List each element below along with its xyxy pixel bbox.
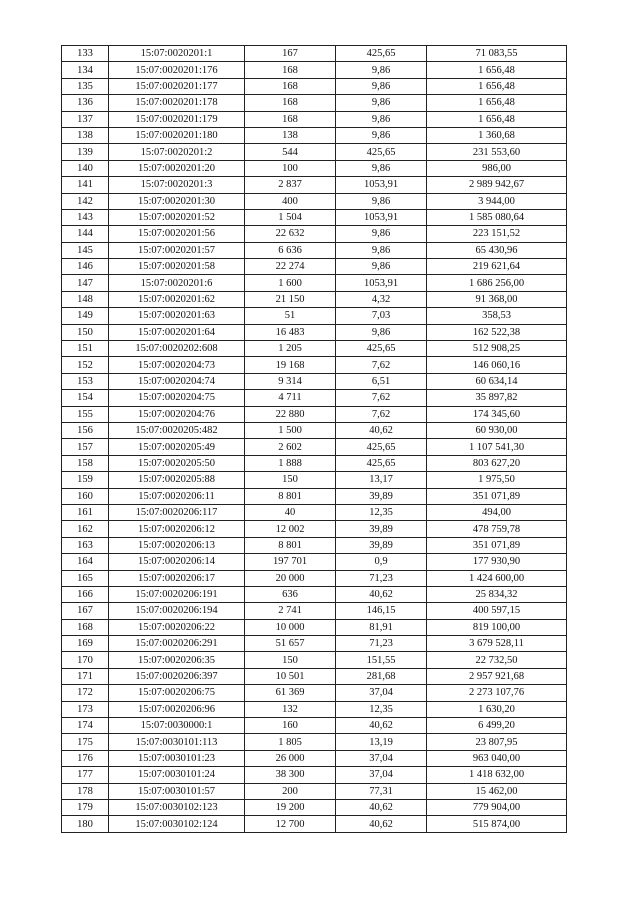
area-cell: 2 602: [245, 439, 336, 455]
specific-value-cell: 37,04: [336, 767, 427, 783]
cadastral-value-cell: 351 071,89: [427, 537, 567, 553]
area-cell: 19 200: [245, 799, 336, 815]
cadastral-number-cell: 15:07:0020206:22: [109, 619, 245, 635]
specific-value-cell: 39,89: [336, 537, 427, 553]
area-cell: 150: [245, 472, 336, 488]
table-row: [62, 291, 567, 307]
cadastral-value-cell: 1 630,20: [427, 701, 567, 717]
table-row: [62, 504, 567, 520]
cadastral-number-cell: 15:07:0020201:63: [109, 308, 245, 324]
specific-value-cell: 71,23: [336, 570, 427, 586]
cadastral-value-cell: 819 100,00: [427, 619, 567, 635]
cadastral-number-cell: 15:07:0030101:24: [109, 767, 245, 783]
table-row: [62, 242, 567, 258]
cadastral-number-cell: 15:07:0020201:6: [109, 275, 245, 291]
area-cell: 12 002: [245, 521, 336, 537]
area-cell: 132: [245, 701, 336, 717]
cadastral-value-cell: 60 930,00: [427, 422, 567, 438]
area-cell: 16 483: [245, 324, 336, 340]
cadastral-value-cell: 60 634,14: [427, 373, 567, 389]
cadastral-number-cell: 15:07:0020204:75: [109, 390, 245, 406]
row-number-cell: 156: [62, 422, 109, 438]
specific-value-cell: 13,17: [336, 472, 427, 488]
cadastral-number-cell: 15:07:0030102:124: [109, 816, 245, 832]
specific-value-cell: 9,86: [336, 62, 427, 78]
cadastral-number-cell: 15:07:0020201:62: [109, 291, 245, 307]
cadastral-number-cell: 15:07:0020205:50: [109, 455, 245, 471]
cadastral-value-cell: 986,00: [427, 160, 567, 176]
table-row: [62, 619, 567, 635]
row-number-cell: 147: [62, 275, 109, 291]
specific-value-cell: 37,04: [336, 685, 427, 701]
cadastral-number-cell: 15:07:0020204:74: [109, 373, 245, 389]
area-cell: 150: [245, 652, 336, 668]
specific-value-cell: 281,68: [336, 668, 427, 684]
table-row: [62, 62, 567, 78]
specific-value-cell: 146,15: [336, 603, 427, 619]
specific-value-cell: 7,62: [336, 390, 427, 406]
cadastral-number-cell: 15:07:0020201:1: [109, 46, 245, 62]
cadastral-number-cell: 15:07:0020206:17: [109, 570, 245, 586]
cadastral-value-cell: 1 656,48: [427, 62, 567, 78]
specific-value-cell: 9,86: [336, 259, 427, 275]
cadastral-number-cell: 15:07:0020206:12: [109, 521, 245, 537]
cadastral-value-cell: 22 732,50: [427, 652, 567, 668]
area-cell: 1 205: [245, 341, 336, 357]
row-number-cell: 176: [62, 750, 109, 766]
area-cell: 12 700: [245, 816, 336, 832]
specific-value-cell: 9,86: [336, 127, 427, 143]
specific-value-cell: 37,04: [336, 750, 427, 766]
table-row: [62, 636, 567, 652]
table-row: [62, 160, 567, 176]
area-cell: 200: [245, 783, 336, 799]
area-cell: 168: [245, 78, 336, 94]
specific-value-cell: 7,62: [336, 357, 427, 373]
cadastral-number-cell: 15:07:0020202:608: [109, 341, 245, 357]
table-row: [62, 439, 567, 455]
cadastral-number-cell: 15:07:0020201:64: [109, 324, 245, 340]
table-row: [62, 652, 567, 668]
cadastral-value-cell: 6 499,20: [427, 718, 567, 734]
area-cell: 20 000: [245, 570, 336, 586]
cadastral-number-cell: 15:07:0020201:3: [109, 177, 245, 193]
row-number-cell: 171: [62, 668, 109, 684]
cadastral-number-cell: 15:07:0020206:291: [109, 636, 245, 652]
row-number-cell: 180: [62, 816, 109, 832]
table-row: [62, 455, 567, 471]
table-row: [62, 767, 567, 783]
cadastral-value-cell: 25 834,32: [427, 586, 567, 602]
table-row: [62, 668, 567, 684]
cadastral-value-cell: 1 656,48: [427, 111, 567, 127]
specific-value-cell: 9,86: [336, 78, 427, 94]
area-cell: 21 150: [245, 291, 336, 307]
cadastral-value-cell: 223 151,52: [427, 226, 567, 242]
area-cell: 10 000: [245, 619, 336, 635]
table-row: [62, 341, 567, 357]
table-row: [62, 422, 567, 438]
table-row: [62, 718, 567, 734]
table-row: [62, 472, 567, 488]
cadastral-value-cell: 35 897,82: [427, 390, 567, 406]
cadastral-value-cell: 219 621,64: [427, 259, 567, 275]
cadastral-value-cell: 146 060,16: [427, 357, 567, 373]
table-row: [62, 537, 567, 553]
table-row: [62, 193, 567, 209]
cadastral-number-cell: 15:07:0020204:73: [109, 357, 245, 373]
specific-value-cell: 425,65: [336, 46, 427, 62]
row-number-cell: 141: [62, 177, 109, 193]
cadastral-number-cell: 15:07:0020201:180: [109, 127, 245, 143]
row-number-cell: 145: [62, 242, 109, 258]
specific-value-cell: 9,86: [336, 193, 427, 209]
row-number-cell: 174: [62, 718, 109, 734]
table-row: [62, 570, 567, 586]
cadastral-value-cell: 1 656,48: [427, 78, 567, 94]
row-number-cell: 164: [62, 554, 109, 570]
table-row: [62, 799, 567, 815]
specific-value-cell: 9,86: [336, 111, 427, 127]
area-cell: 1 888: [245, 455, 336, 471]
table-row: [62, 586, 567, 602]
area-cell: 1 600: [245, 275, 336, 291]
cadastral-number-cell: 15:07:0020201:178: [109, 95, 245, 111]
table-row: [62, 390, 567, 406]
table-row: [62, 78, 567, 94]
specific-value-cell: 1053,91: [336, 209, 427, 225]
row-number-cell: 178: [62, 783, 109, 799]
row-number-cell: 163: [62, 537, 109, 553]
cadastral-value-cell: 65 430,96: [427, 242, 567, 258]
cadastral-value-cell: 512 908,25: [427, 341, 567, 357]
cadastral-number-cell: 15:07:0020206:117: [109, 504, 245, 520]
table-row: [62, 127, 567, 143]
cadastral-value-cell: 803 627,20: [427, 455, 567, 471]
table-row: [62, 554, 567, 570]
row-number-cell: 152: [62, 357, 109, 373]
cadastral-number-cell: 15:07:0020204:76: [109, 406, 245, 422]
table-row: [62, 603, 567, 619]
cadastral-number-cell: 15:07:0020201:177: [109, 78, 245, 94]
specific-value-cell: 1053,91: [336, 177, 427, 193]
specific-value-cell: 40,62: [336, 422, 427, 438]
area-cell: 22 632: [245, 226, 336, 242]
table-row: [62, 816, 567, 832]
cadastral-number-cell: 15:07:0030102:123: [109, 799, 245, 815]
area-cell: 9 314: [245, 373, 336, 389]
cadastral-value-cell: 71 083,55: [427, 46, 567, 62]
specific-value-cell: 40,62: [336, 799, 427, 815]
row-number-cell: 158: [62, 455, 109, 471]
cadastral-number-cell: 15:07:0030101:113: [109, 734, 245, 750]
specific-value-cell: 81,91: [336, 619, 427, 635]
table-row: [62, 144, 567, 160]
area-cell: 544: [245, 144, 336, 160]
row-number-cell: 168: [62, 619, 109, 635]
area-cell: 1 504: [245, 209, 336, 225]
cadastral-value-cell: 231 553,60: [427, 144, 567, 160]
row-number-cell: 170: [62, 652, 109, 668]
cadastral-value-cell: 162 522,38: [427, 324, 567, 340]
cadastral-value-cell: 91 368,00: [427, 291, 567, 307]
specific-value-cell: 9,86: [336, 242, 427, 258]
cadastral-value-cell: 3 944,00: [427, 193, 567, 209]
cadastral-number-cell: 15:07:0020201:57: [109, 242, 245, 258]
cadastral-value-cell: 23 807,95: [427, 734, 567, 750]
area-cell: 2 837: [245, 177, 336, 193]
table-row: [62, 177, 567, 193]
cadastral-number-cell: 15:07:0020201:176: [109, 62, 245, 78]
cadastral-number-cell: 15:07:0030000:1: [109, 718, 245, 734]
table-row: [62, 259, 567, 275]
table-row: [62, 357, 567, 373]
cadastral-number-cell: 15:07:0020201:30: [109, 193, 245, 209]
row-number-cell: 133: [62, 46, 109, 62]
table-row: [62, 111, 567, 127]
area-cell: 168: [245, 111, 336, 127]
cadastral-number-cell: 15:07:0020206:96: [109, 701, 245, 717]
row-number-cell: 149: [62, 308, 109, 324]
row-number-cell: 161: [62, 504, 109, 520]
row-number-cell: 173: [62, 701, 109, 717]
area-cell: 22 880: [245, 406, 336, 422]
table-row: [62, 226, 567, 242]
row-number-cell: 162: [62, 521, 109, 537]
cadastral-value-cell: 1 656,48: [427, 95, 567, 111]
cadastral-value-cell: 358,53: [427, 308, 567, 324]
cadastral-value-cell: 515 874,00: [427, 816, 567, 832]
row-number-cell: 160: [62, 488, 109, 504]
cadastral-value-cell: 494,00: [427, 504, 567, 520]
cadastral-value-cell: 963 040,00: [427, 750, 567, 766]
area-cell: 19 168: [245, 357, 336, 373]
area-cell: 61 369: [245, 685, 336, 701]
row-number-cell: 137: [62, 111, 109, 127]
cadastral-value-cell: 1 418 632,00: [427, 767, 567, 783]
cadastral-value-cell: 2 989 942,67: [427, 177, 567, 193]
area-cell: 1 805: [245, 734, 336, 750]
table-row: [62, 46, 567, 62]
area-cell: 40: [245, 504, 336, 520]
specific-value-cell: 40,62: [336, 718, 427, 734]
table-row: [62, 406, 567, 422]
cadastral-number-cell: 15:07:0020206:194: [109, 603, 245, 619]
specific-value-cell: 9,86: [336, 95, 427, 111]
area-cell: 100: [245, 160, 336, 176]
cadastral-number-cell: 15:07:0030101:23: [109, 750, 245, 766]
cadastral-number-cell: 15:07:0020205:482: [109, 422, 245, 438]
cadastral-value-cell: 1 975,50: [427, 472, 567, 488]
area-cell: 168: [245, 95, 336, 111]
cadastral-value-cell: 1 360,68: [427, 127, 567, 143]
row-number-cell: 153: [62, 373, 109, 389]
area-cell: 8 801: [245, 488, 336, 504]
table-body: [62, 46, 567, 833]
table-row: [62, 750, 567, 766]
row-number-cell: 135: [62, 78, 109, 94]
cadastral-value-cell: 351 071,89: [427, 488, 567, 504]
table-row: [62, 308, 567, 324]
area-cell: 26 000: [245, 750, 336, 766]
area-cell: 167: [245, 46, 336, 62]
row-number-cell: 159: [62, 472, 109, 488]
cadastral-number-cell: 15:07:0020205:49: [109, 439, 245, 455]
area-cell: 8 801: [245, 537, 336, 553]
row-number-cell: 165: [62, 570, 109, 586]
specific-value-cell: 0,9: [336, 554, 427, 570]
cadastral-number-cell: 15:07:0020206:11: [109, 488, 245, 504]
row-number-cell: 138: [62, 127, 109, 143]
table-row: [62, 275, 567, 291]
area-cell: 168: [245, 62, 336, 78]
cadastral-number-cell: 15:07:0020205:88: [109, 472, 245, 488]
area-cell: 4 711: [245, 390, 336, 406]
row-number-cell: 136: [62, 95, 109, 111]
cadastral-value-cell: 1 585 080,64: [427, 209, 567, 225]
specific-value-cell: 9,86: [336, 324, 427, 340]
cadastral-value-cell: 1 107 541,30: [427, 439, 567, 455]
area-cell: 22 274: [245, 259, 336, 275]
specific-value-cell: 7,03: [336, 308, 427, 324]
row-number-cell: 134: [62, 62, 109, 78]
cadastral-value-cell: 2 957 921,68: [427, 668, 567, 684]
document-page: [61, 45, 567, 833]
row-number-cell: 140: [62, 160, 109, 176]
specific-value-cell: 4,32: [336, 291, 427, 307]
cadastral-number-cell: 15:07:0020206:14: [109, 554, 245, 570]
table-row: [62, 209, 567, 225]
specific-value-cell: 9,86: [336, 160, 427, 176]
row-number-cell: 144: [62, 226, 109, 242]
area-cell: 38 300: [245, 767, 336, 783]
row-number-cell: 139: [62, 144, 109, 160]
cadastral-value-cell: 1 686 256,00: [427, 275, 567, 291]
area-cell: 1 500: [245, 422, 336, 438]
table-row: [62, 521, 567, 537]
specific-value-cell: 425,65: [336, 341, 427, 357]
area-cell: 51 657: [245, 636, 336, 652]
specific-value-cell: 40,62: [336, 586, 427, 602]
cadastral-value-cell: 400 597,15: [427, 603, 567, 619]
cadastral-number-cell: 15:07:0030101:57: [109, 783, 245, 799]
specific-value-cell: 1053,91: [336, 275, 427, 291]
area-cell: 197 701: [245, 554, 336, 570]
cadastral-number-cell: 15:07:0020206:75: [109, 685, 245, 701]
cadastral-number-cell: 15:07:0020201:56: [109, 226, 245, 242]
cadastral-number-cell: 15:07:0020201:52: [109, 209, 245, 225]
row-number-cell: 142: [62, 193, 109, 209]
area-cell: 636: [245, 586, 336, 602]
area-cell: 51: [245, 308, 336, 324]
row-number-cell: 157: [62, 439, 109, 455]
area-cell: 138: [245, 127, 336, 143]
row-number-cell: 146: [62, 259, 109, 275]
cadastral-number-cell: 15:07:0020206:35: [109, 652, 245, 668]
area-cell: 10 501: [245, 668, 336, 684]
specific-value-cell: 13,19: [336, 734, 427, 750]
cadastral-value-cell: 174 345,60: [427, 406, 567, 422]
cadastral-number-cell: 15:07:0020201:20: [109, 160, 245, 176]
specific-value-cell: 40,62: [336, 816, 427, 832]
row-number-cell: 177: [62, 767, 109, 783]
area-cell: 6 636: [245, 242, 336, 258]
table-row: [62, 324, 567, 340]
row-number-cell: 155: [62, 406, 109, 422]
table-row: [62, 734, 567, 750]
row-number-cell: 150: [62, 324, 109, 340]
cadastral-value-cell: 478 759,78: [427, 521, 567, 537]
specific-value-cell: 425,65: [336, 439, 427, 455]
area-cell: 400: [245, 193, 336, 209]
specific-value-cell: 12,35: [336, 504, 427, 520]
cadastral-number-cell: 15:07:0020206:13: [109, 537, 245, 553]
cadastral-value-cell: 1 424 600,00: [427, 570, 567, 586]
cadastral-number-cell: 15:07:0020201:2: [109, 144, 245, 160]
area-cell: 2 741: [245, 603, 336, 619]
row-number-cell: 172: [62, 685, 109, 701]
row-number-cell: 143: [62, 209, 109, 225]
row-number-cell: 154: [62, 390, 109, 406]
cadastral-number-cell: 15:07:0020201:179: [109, 111, 245, 127]
row-number-cell: 175: [62, 734, 109, 750]
cadastral-value-cell: 15 462,00: [427, 783, 567, 799]
cadastral-number-cell: 15:07:0020201:58: [109, 259, 245, 275]
row-number-cell: 169: [62, 636, 109, 652]
row-number-cell: 166: [62, 586, 109, 602]
specific-value-cell: 425,65: [336, 455, 427, 471]
specific-value-cell: 9,86: [336, 226, 427, 242]
specific-value-cell: 151,55: [336, 652, 427, 668]
cadastral-value-table: [61, 45, 567, 833]
specific-value-cell: 7,62: [336, 406, 427, 422]
specific-value-cell: 77,31: [336, 783, 427, 799]
row-number-cell: 179: [62, 799, 109, 815]
specific-value-cell: 71,23: [336, 636, 427, 652]
table-row: [62, 783, 567, 799]
cadastral-number-cell: 15:07:0020206:191: [109, 586, 245, 602]
area-cell: 160: [245, 718, 336, 734]
row-number-cell: 151: [62, 341, 109, 357]
row-number-cell: 167: [62, 603, 109, 619]
specific-value-cell: 425,65: [336, 144, 427, 160]
cadastral-value-cell: 2 273 107,76: [427, 685, 567, 701]
specific-value-cell: 12,35: [336, 701, 427, 717]
cadastral-value-cell: 177 930,90: [427, 554, 567, 570]
specific-value-cell: 6,51: [336, 373, 427, 389]
table-row: [62, 95, 567, 111]
table-row: [62, 685, 567, 701]
row-number-cell: 148: [62, 291, 109, 307]
specific-value-cell: 39,89: [336, 521, 427, 537]
table-row: [62, 373, 567, 389]
cadastral-number-cell: 15:07:0020206:397: [109, 668, 245, 684]
specific-value-cell: 39,89: [336, 488, 427, 504]
cadastral-value-cell: 3 679 528,11: [427, 636, 567, 652]
table-row: [62, 488, 567, 504]
table-row: [62, 701, 567, 717]
cadastral-value-cell: 779 904,00: [427, 799, 567, 815]
